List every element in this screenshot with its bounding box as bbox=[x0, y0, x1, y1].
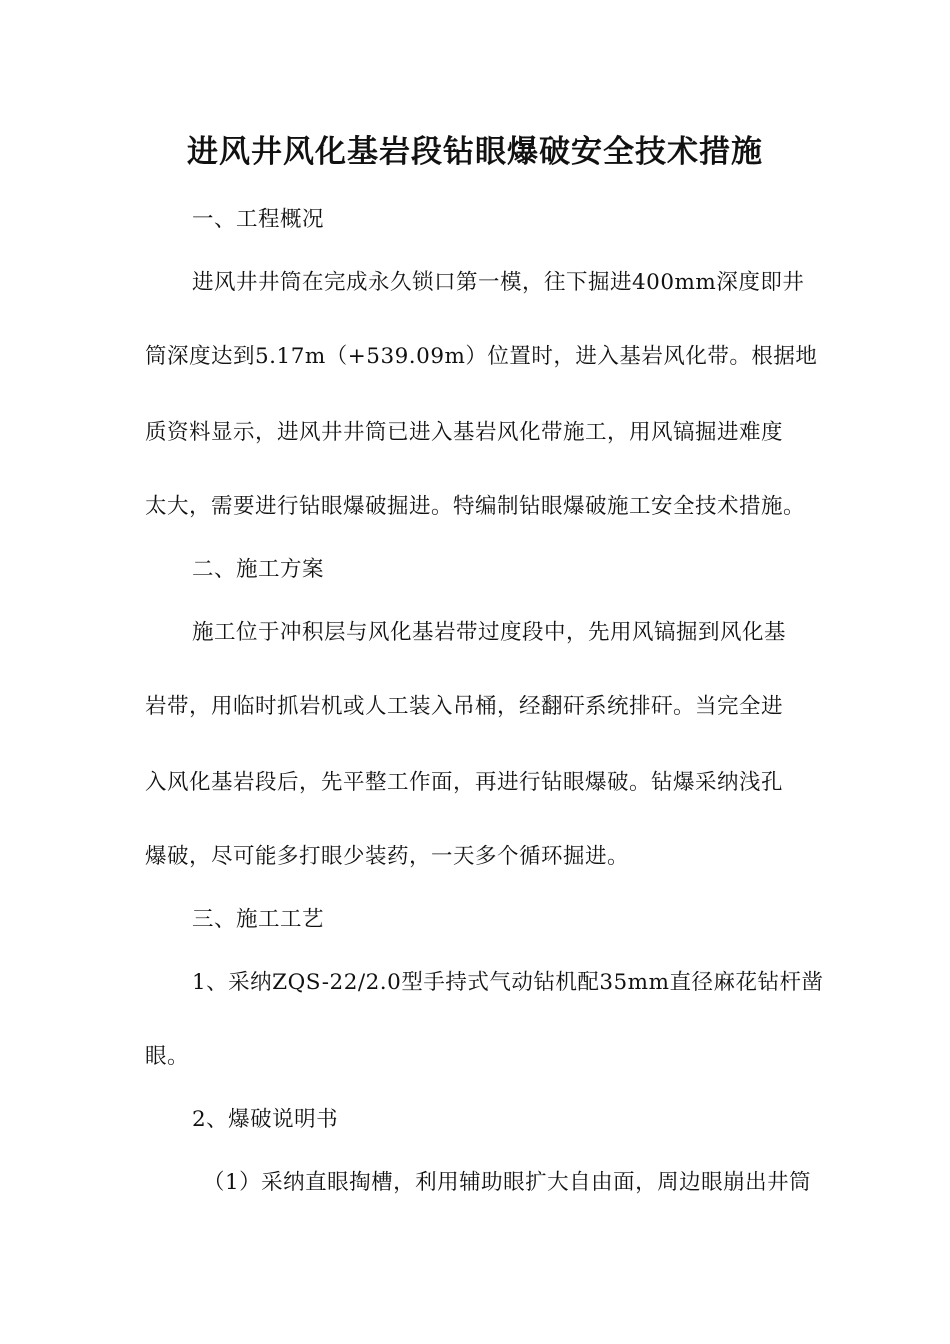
paragraph-line: 施工位于冲积层与风化基岩带过度段中，先用风镐掘到风化基 bbox=[192, 620, 787, 645]
paragraph-line: 1、采纳ZQS-22/2.0型手持式气动钻机配35mm直径麻花钻杆凿 bbox=[192, 970, 824, 995]
paragraph-line: 入风化基岩段后，先平整工作面，再进行钻眼爆破。钻爆采纳浅孔 bbox=[145, 770, 784, 795]
paragraph-line: 质资料显示，进风井井筒已进入基岩风化带施工，用风镐掘进难度 bbox=[145, 420, 784, 445]
paragraph-line: 太大，需要进行钻眼爆破掘进。特编制钻眼爆破施工安全技术措施。 bbox=[145, 494, 806, 519]
section-heading-overview: 一、工程概况 bbox=[192, 207, 325, 232]
paragraph-line: （1）采纳直眼掏槽，利用辅助眼扩大自由面，周边眼崩出井筒 bbox=[203, 1170, 812, 1195]
paragraph-line: 进风井井筒在完成永久锁口第一模，往下掘进400mm深度即井 bbox=[192, 270, 805, 295]
paragraph-line: 岩带，用临时抓岩机或人工装入吊桶，经翻矸系统排矸。当完全进 bbox=[145, 694, 784, 719]
paragraph-line: 爆破，尽可能多打眼少装药，一天多个循环掘进。 bbox=[145, 844, 630, 869]
section-heading-process: 三、施工工艺 bbox=[192, 907, 325, 932]
subsection-heading-blasting: 2、爆破说明书 bbox=[192, 1107, 339, 1132]
paragraph-line: 眼。 bbox=[145, 1044, 190, 1069]
document-title: 进风井风化基岩段钻眼爆破安全技术措施 bbox=[187, 134, 763, 170]
section-heading-plan: 二、施工方案 bbox=[192, 557, 325, 582]
paragraph-line: 筒深度达到5.17m（+539.09m）位置时，进入基岩风化带。根据地 bbox=[145, 344, 818, 369]
